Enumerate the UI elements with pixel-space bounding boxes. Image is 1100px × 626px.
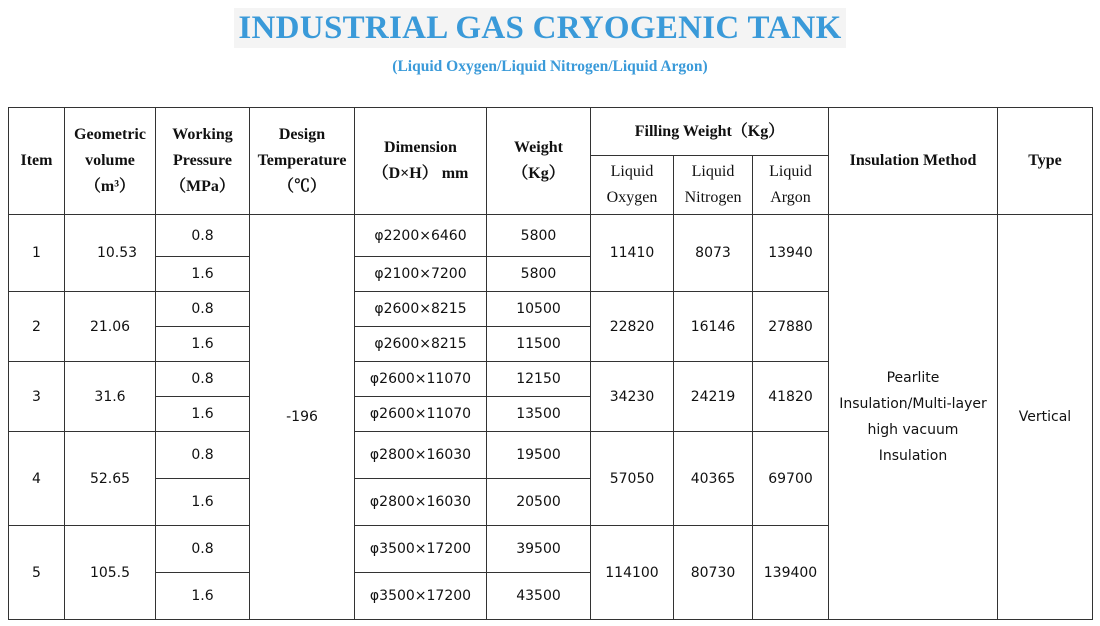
insulation-l3: high vacuum bbox=[867, 422, 959, 438]
header-temperature-l2: Temperature bbox=[257, 152, 347, 169]
cell-pressure: 0.8 bbox=[156, 362, 250, 397]
header-type: Type bbox=[998, 108, 1093, 215]
cell-volume-value: 10.53 bbox=[96, 245, 138, 261]
cell-weight: 20500 bbox=[487, 479, 591, 526]
cell-type: Vertical bbox=[998, 215, 1093, 620]
cell-argon: 139400 bbox=[753, 526, 829, 620]
cell-design-temperature: -196 bbox=[250, 215, 355, 620]
header-temperature bbox=[250, 108, 355, 215]
cell-dimension: φ3500×17200 bbox=[355, 526, 487, 573]
cell-nitrogen: 40365 bbox=[674, 432, 753, 526]
header-pressure-l3: （MPa） bbox=[170, 178, 235, 195]
cell-dimension: φ2600×8215 bbox=[355, 292, 487, 327]
header-temperature-l1: Design bbox=[278, 126, 326, 143]
header-volume-l1: Geometric bbox=[74, 126, 146, 143]
header-dimension-l2: （D×H） mm bbox=[372, 165, 469, 182]
cell-pressure: 1.6 bbox=[156, 397, 250, 432]
cell-item: 2 bbox=[9, 292, 65, 362]
header-argon-l2: Argon bbox=[770, 189, 811, 206]
cell-pressure: 1.6 bbox=[156, 257, 250, 292]
header-insulation: Insulation Method bbox=[829, 108, 998, 215]
cell-pressure: 1.6 bbox=[156, 479, 250, 526]
header-volume-l2: volume bbox=[85, 152, 135, 169]
cell-argon: 69700 bbox=[753, 432, 829, 526]
header-volume bbox=[65, 108, 156, 215]
insulation-l2: Insulation/Multi-layer bbox=[839, 396, 987, 412]
title-wrap bbox=[0, 8, 1100, 48]
cell-oxygen: 34230 bbox=[591, 362, 674, 432]
cell-weight: 12150 bbox=[487, 362, 591, 397]
cell-item: 5 bbox=[9, 526, 65, 620]
header-weight-l2: （Kg） bbox=[512, 165, 565, 182]
header-oxygen-l1: Liquid bbox=[610, 163, 654, 180]
cell-weight: 10500 bbox=[487, 292, 591, 327]
header-filling-weight: Filling Weight（Kg） bbox=[591, 108, 829, 156]
cell-dimension: φ2600×11070 bbox=[355, 397, 487, 432]
header-oxygen bbox=[591, 156, 674, 215]
cell-item: 4 bbox=[9, 432, 65, 526]
cell-weight: 19500 bbox=[487, 432, 591, 479]
cell-volume: 52.65 bbox=[65, 432, 156, 526]
cell-weight: 43500 bbox=[487, 573, 591, 620]
insulation-l4: Insulation bbox=[878, 448, 948, 464]
cell-pressure: 1.6 bbox=[156, 573, 250, 620]
cell-dimension: φ2800×16030 bbox=[355, 479, 487, 526]
header-argon bbox=[753, 156, 829, 215]
cell-pressure: 0.8 bbox=[156, 432, 250, 479]
header-nitrogen-l2: Nitrogen bbox=[684, 189, 742, 206]
cell-oxygen: 114100 bbox=[591, 526, 674, 620]
insulation-l1: Pearlite bbox=[886, 370, 940, 386]
cell-oxygen: 11410 bbox=[591, 215, 674, 292]
cell-volume bbox=[65, 215, 156, 292]
header-dimension bbox=[355, 108, 487, 215]
cell-item: 3 bbox=[9, 362, 65, 432]
cell-argon: 41820 bbox=[753, 362, 829, 432]
header-oxygen-l2: Oxygen bbox=[606, 189, 658, 206]
cell-volume: 31.6 bbox=[65, 362, 156, 432]
cell-insulation-method bbox=[829, 215, 998, 620]
cell-pressure: 0.8 bbox=[156, 526, 250, 573]
header-item: Item bbox=[9, 108, 65, 215]
cell-oxygen: 57050 bbox=[591, 432, 674, 526]
header-volume-l3: （m³） bbox=[84, 178, 136, 195]
page-title: INDUSTRIAL GAS CRYOGENIC TANK bbox=[234, 8, 845, 48]
cell-oxygen: 22820 bbox=[591, 292, 674, 362]
cell-nitrogen: 24219 bbox=[674, 362, 753, 432]
header-nitrogen bbox=[674, 156, 753, 215]
header-pressure-l1: Working bbox=[172, 126, 233, 143]
cell-pressure: 0.8 bbox=[156, 215, 250, 257]
cell-argon: 27880 bbox=[753, 292, 829, 362]
cell-pressure: 1.6 bbox=[156, 327, 250, 362]
cell-weight: 13500 bbox=[487, 397, 591, 432]
header-pressure bbox=[156, 108, 250, 215]
header-pressure-l2: Pressure bbox=[173, 152, 232, 169]
header-nitrogen-l1: Liquid bbox=[691, 163, 735, 180]
cell-weight: 5800 bbox=[487, 215, 591, 257]
header-argon-l1: Liquid bbox=[769, 163, 812, 180]
cell-volume: 21.06 bbox=[65, 292, 156, 362]
page-subtitle: (Liquid Oxygen/Liquid Nitrogen/Liquid Argon) bbox=[392, 58, 708, 75]
cell-weight: 5800 bbox=[487, 257, 591, 292]
header-weight-l1: Weight bbox=[514, 139, 563, 156]
header-temperature-l3: （℃） bbox=[277, 178, 326, 195]
cell-nitrogen: 16146 bbox=[674, 292, 753, 362]
cell-dimension: φ2600×8215 bbox=[355, 327, 487, 362]
cell-weight: 39500 bbox=[487, 526, 591, 573]
cell-dimension: φ2800×16030 bbox=[355, 432, 487, 479]
cell-weight: 11500 bbox=[487, 327, 591, 362]
cell-nitrogen: 80730 bbox=[674, 526, 753, 620]
cell-argon: 13940 bbox=[753, 215, 829, 292]
cell-dimension: φ2600×11070 bbox=[355, 362, 487, 397]
spec-table bbox=[8, 107, 1093, 620]
cell-dimension: φ2200×6460 bbox=[355, 215, 487, 257]
cell-pressure: 0.8 bbox=[156, 292, 250, 327]
header-dimension-l1: Dimension bbox=[384, 139, 457, 156]
cell-nitrogen: 8073 bbox=[674, 215, 753, 292]
cell-volume: 105.5 bbox=[65, 526, 156, 620]
cell-dimension: φ3500×17200 bbox=[355, 573, 487, 620]
header-weight bbox=[487, 108, 591, 215]
cell-dimension: φ2100×7200 bbox=[355, 257, 487, 292]
cell-item: 1 bbox=[9, 215, 65, 292]
